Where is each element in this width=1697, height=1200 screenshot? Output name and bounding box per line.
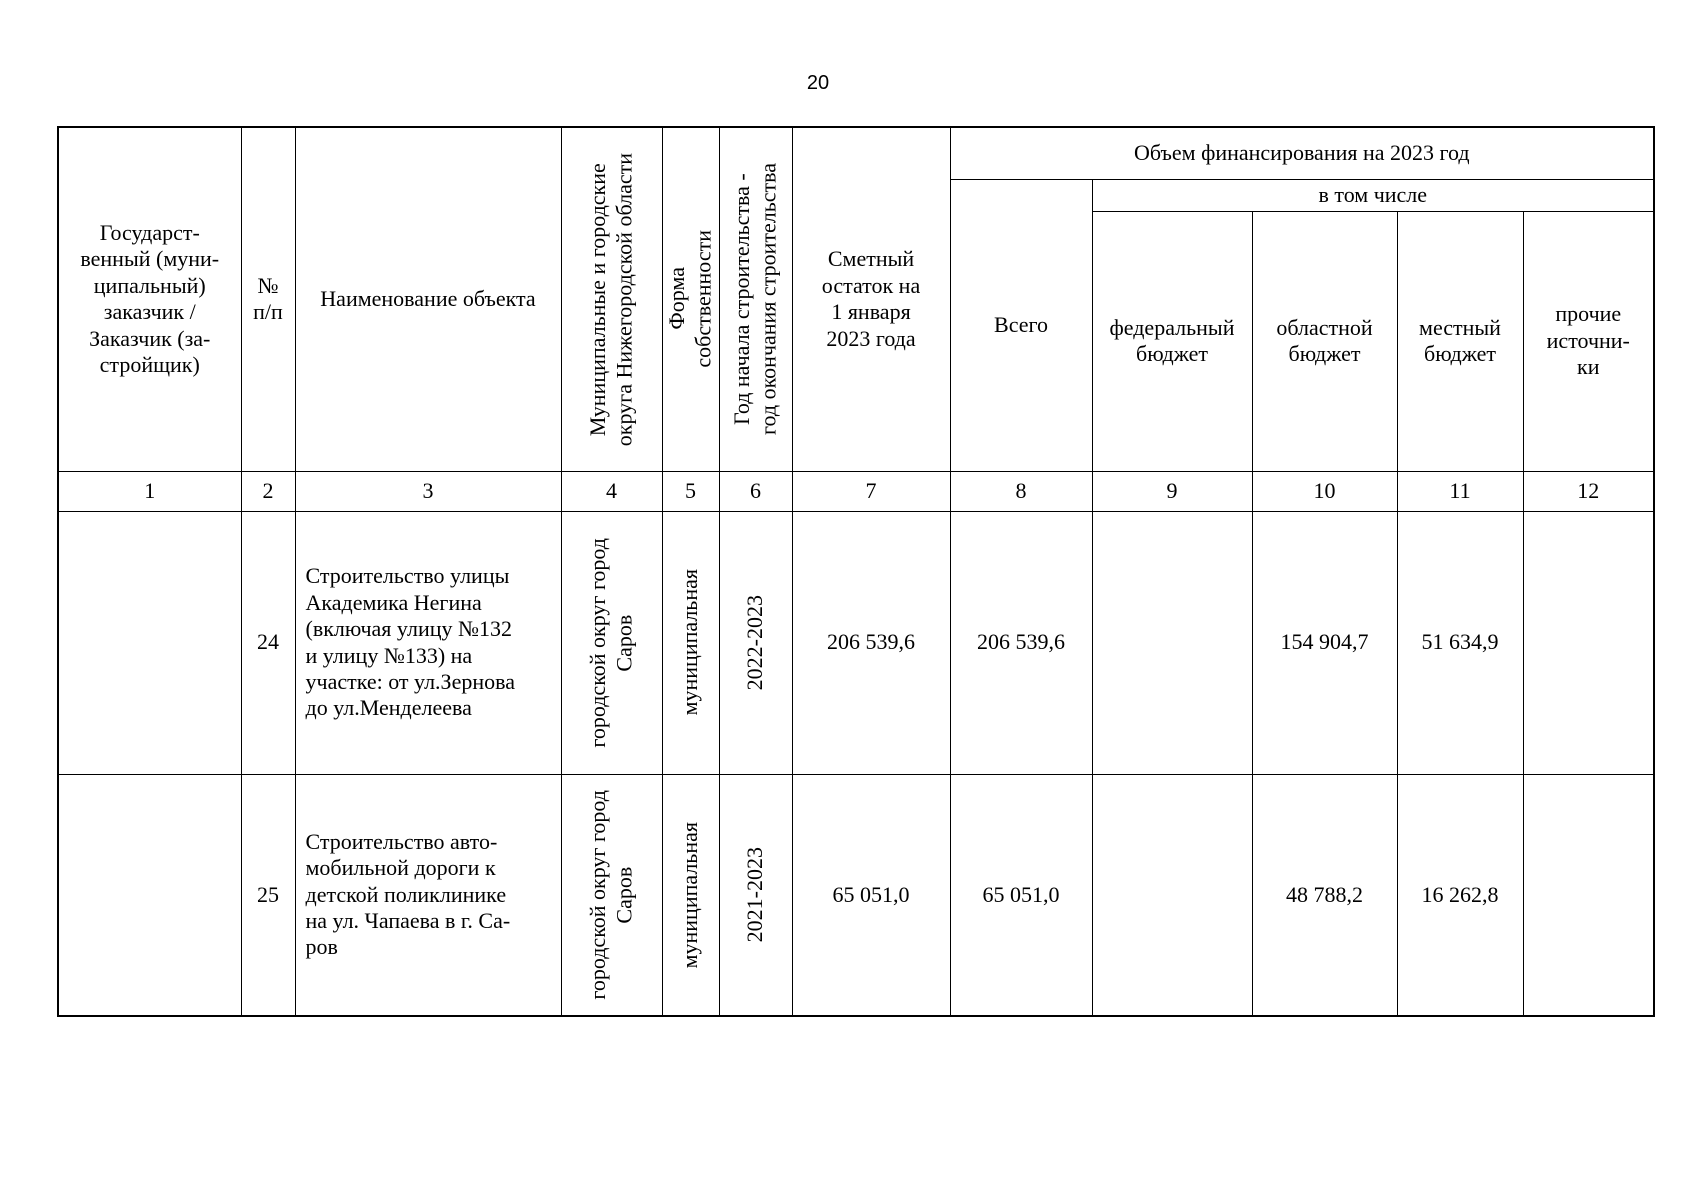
- financing-table: [57, 126, 1655, 1017]
- row-other: [1523, 774, 1654, 1016]
- row-federal: [1092, 774, 1252, 1016]
- row-number: 25: [241, 774, 295, 1016]
- header-ownership: Форма собственности: [662, 127, 719, 471]
- row-ownership: муниципальная: [662, 511, 719, 774]
- column-number: 9: [1092, 471, 1252, 511]
- column-number: 10: [1252, 471, 1397, 511]
- row-customer: [58, 511, 241, 774]
- header-remaining: Сметный остаток на 1 января 2023 года: [792, 127, 950, 471]
- column-number-row: [58, 471, 1654, 511]
- column-number: 2: [241, 471, 295, 511]
- row-object-name: Строительство авто- мобильной дороги к детской поликлинике на ул. Чапаева в г. Са- ров: [295, 774, 561, 1016]
- column-number: 12: [1523, 471, 1654, 511]
- header-federal: федеральный бюджет: [1092, 211, 1252, 471]
- table-row: [58, 511, 1654, 774]
- row-local: 51 634,9: [1397, 511, 1523, 774]
- row-federal: [1092, 511, 1252, 774]
- column-number: 3: [295, 471, 561, 511]
- column-number: 6: [719, 471, 792, 511]
- header-district: Муниципальные и городские округа Нижегородской области: [561, 127, 662, 471]
- row-local: 16 262,8: [1397, 774, 1523, 1016]
- header-including: в том числе: [1092, 179, 1654, 211]
- header-number: № п/п: [241, 127, 295, 471]
- header-years: Год начала строительства - год окончания строительства: [719, 127, 792, 471]
- column-number: 7: [792, 471, 950, 511]
- row-regional: 154 904,7: [1252, 511, 1397, 774]
- column-number: 5: [662, 471, 719, 511]
- row-district: городской округ город Саров: [561, 774, 662, 1016]
- row-number: 24: [241, 511, 295, 774]
- row-total: 206 539,6: [950, 511, 1092, 774]
- header-local: местный бюджет: [1397, 211, 1523, 471]
- row-object-name: Строительство улицы Академика Негина (включая улицу №132 и улицу №133) на участке: от ул.Зернова до ул.Менделеева: [295, 511, 561, 774]
- row-ownership: муниципальная: [662, 774, 719, 1016]
- header-object-name: Наименование объекта: [295, 127, 561, 471]
- column-number: 1: [58, 471, 241, 511]
- column-number: 11: [1397, 471, 1523, 511]
- header-other: прочие источни- ки: [1523, 211, 1654, 471]
- table-row: [58, 774, 1654, 1016]
- page-number: 20: [806, 72, 830, 94]
- column-number: 4: [561, 471, 662, 511]
- row-remaining: 206 539,6: [792, 511, 950, 774]
- row-customer: [58, 774, 241, 1016]
- row-years: 2021-2023: [719, 774, 792, 1016]
- column-number: 8: [950, 471, 1092, 511]
- row-regional: 48 788,2: [1252, 774, 1397, 1016]
- header-customer: Государст- венный (муни- ципальный) заказчик / Заказчик (за- стройщик): [58, 127, 241, 471]
- header-financing-group: Объем финансирования на 2023 год: [950, 127, 1654, 179]
- header-regional: областной бюджет: [1252, 211, 1397, 471]
- header-total: Всего: [950, 179, 1092, 471]
- row-total: 65 051,0: [950, 774, 1092, 1016]
- row-remaining: 65 051,0: [792, 774, 950, 1016]
- row-years: 2022-2023: [719, 511, 792, 774]
- header-row-1: [58, 127, 1654, 179]
- row-other: [1523, 511, 1654, 774]
- row-district: городской округ город Саров: [561, 511, 662, 774]
